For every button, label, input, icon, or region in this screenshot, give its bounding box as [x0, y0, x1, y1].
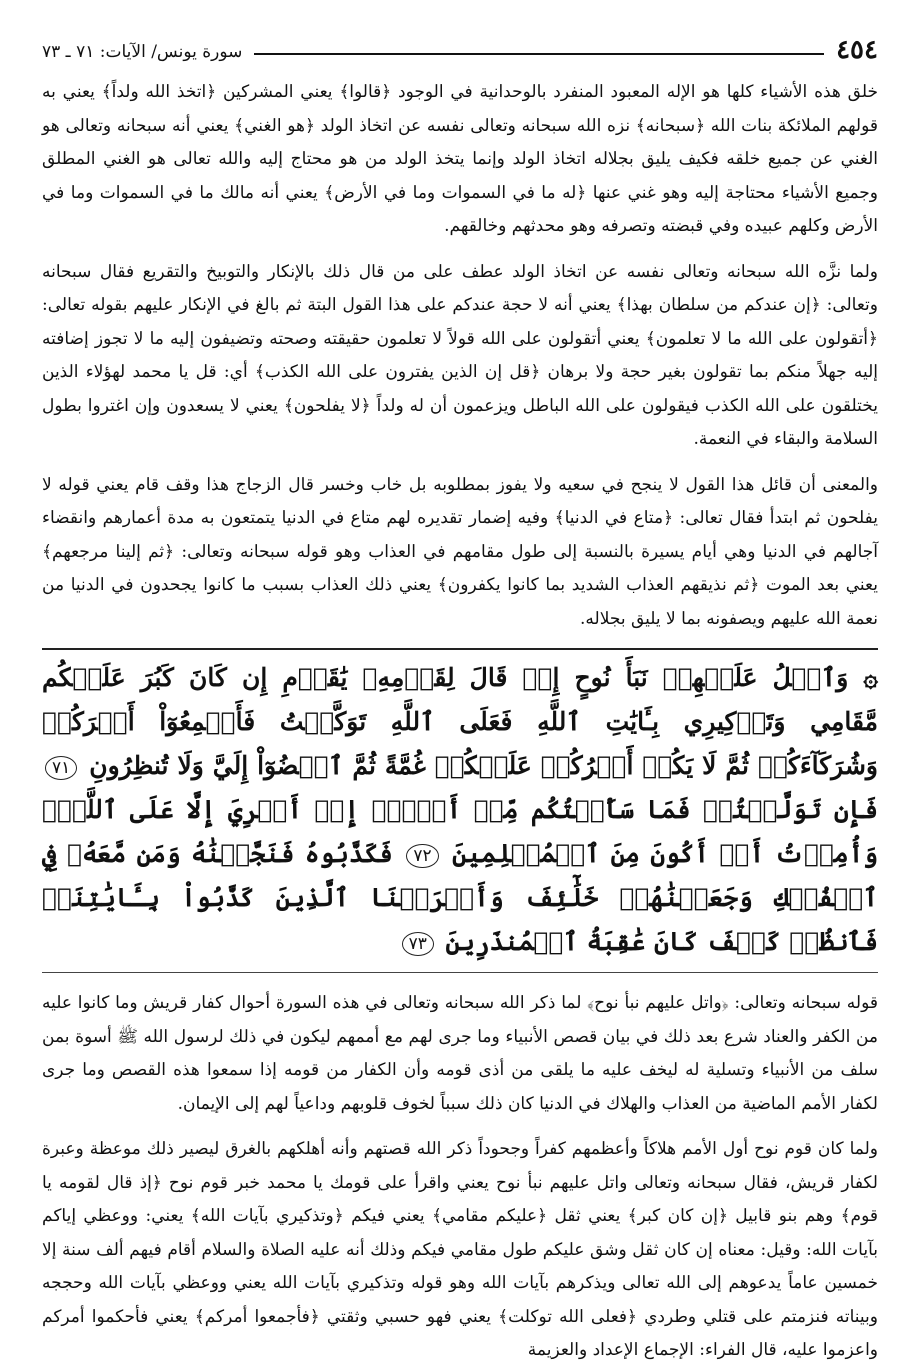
commentary-paragraph: ولما نزَّه الله سبحانه وتعالى نفسه عن اتخاذ الولد عطف على من قال ذلك بالإنكار والتوبيخ والتقريع فقال سبحانه وتعالى: ﴿إن عندكم من سلطان بهذا﴾ يعني أنه لا حجة عندكم على هذا القول البتة ثم بالغ في الإنكار عليهم بقوله تعالى: ﴿أتقولون على الله ما لا تعلمون﴾ يعني أتقولون على الله قولاً لا تعلمون حقيقته وصحته وتضيفون إليه ما لا تجوز إضافته إليه جهلاً منكم بما تقولون بغير حجة ولا برهان ﴿قل إن الذين يفترون على الله الكذب﴾ أي: قل يا محمد لهؤلاء الذين يختلقون على الله الكذب فيقولون على الله الباطل ويزعمون أن له ولداً ﴿لا يفلحون﴾ يعني لا يسعدون وإن اغتروا بطول السلامة والبقاء في النعمة. [42, 261, 878, 449]
commentary-paragraph: قوله سبحانه وتعالى: ﴿واتل عليهم نبأ نوح﴾ لما ذكر الله سبحانه وتعالى في هذه السورة أحوال كفار قريش وما كانوا عليه من الكفر والعناد شرع بعد ذلك في بيان قصص الأنبياء وما جرى لهم مع أممهم ليكون في ذلك لرسول الله ﷺ أسوة بمن سلف من الأنبياء وتسلية له ليخف عليه ما يلقى من أذى قومه وأن الكفار من قومه إذا سمعوا هذه القصص وما جرى لكفار الأمم الماضية من العذاب والهلاك في الدنيا كان ذلك سبباً لخوف قلوبهم وداعياً لهم إلى الإيمان. [42, 993, 878, 1114]
verse-number-marker: ٧٣ [402, 932, 434, 956]
commentary-paragraph: والمعنى أن قائل هذا القول لا ينجح في سعيه ولا يفوز بمطلوبه بل خاب وخسر قال الزجاج هذا وقف قام يعني قوله لا يفلحون ثم ابتدأ فقال تعالى: ﴿متاع في الدنيا﴾ وفيه إضمار تقديره لهم متاع في الدنيا يتمتعون به مدة أعمارهم وانقضاء آجالهم في الدنيا وهي أيام يسيرة بالنسبة إلى طول مقامهم في العذاب وهو قوله سبحانه وتعالى: ﴿ثم إلينا مرجعهم﴾ يعني بعد الموت ﴿ثم نذيقهم العذاب الشديد بما كانوا يكفرون﴾ يعني ذلك العذاب بسبب ما كانوا يجحدون في الدنيا من نعمة الله عليهم ويصفونه بما لا يليق بجلاله. [42, 474, 878, 629]
quran-verse-text: ۞ وَٱتۡلُ عَلَيۡهِمۡ نَبَأَ نُوحٍ إِذۡ قَالَ لِقَوۡمِهِۦ يَٰقَوۡمِ إِن كَانَ كَبُرَ عَلَيۡكُم مَّقَامِي وَتَذۡكِيرِي بِـَٔايَٰتِ ٱللَّهِ فَعَلَى ٱللَّهِ تَوَكَّلۡتُ فَأَجۡمِعُوٓاْ أَمۡرَكُمۡ وَشُرَكَآءَكُمۡ ثُمَّ لَا يَكُنۡ أَمۡرُكُمۡ عَلَيۡكُمۡ غُمَّةً ثُمَّ ٱقۡضُوٓاْ إِلَيَّ وَلَا تُنظِرُونِ [42, 663, 878, 780]
verse-number-marker: ٧٢ [406, 844, 438, 868]
quran-verse-text: فَكَذَّبُوهُ فَنَجَّيۡنَٰهُ وَمَن مَّعَهُۥ فِي ٱلۡفُلۡكِ وَجَعَلۡنَٰهُمۡ خَلَٰٓئِفَ وَأَغۡرَقۡنَا ٱلَّذِينَ كَذَّبُواْ بِـَٔايَٰتِنَاۖ فَٱنظُرۡ كَيۡفَ كَانَ عَٰقِبَةُ ٱلۡمُنذَرِينَ [42, 839, 878, 956]
quran-verse-text: فَإِن تَوَلَّيۡتُمۡ فَمَا سَأَلۡتُكُم مِّنۡ أَجۡرٍۖ إِنۡ أَجۡرِيَ إِلَّا عَلَى ٱللَّهِۖ وَأُمِرۡتُ أَنۡ أَكُونَ مِنَ ٱلۡمُسۡلِمِينَ [42, 795, 878, 868]
page-number: ٤٥٤ [836, 35, 878, 65]
quran-text [42, 656, 878, 964]
running-title: سورة يونس/ الآيات: ٧١ ـ ٧٣ [42, 42, 243, 62]
verse-number-marker: ٧١ [45, 756, 77, 780]
commentary-paragraph: ولما كان قوم نوح أول الأمم هلاكاً وأعظمهم كفراً وجحوداً ذكر الله قصتهم وأنه أهلكهم بالغرق ليصير ذلك موعظة وعبرة لكفار قريش، فقال سبحانه وتعالى واتل عليهم نبأ نوح يعني واقرأ على قومك يا محمد خبر قوم نوح ﴿إذ قال لقومه يا قوم﴾ وهم بنو قابيل ﴿إن كان كبر﴾ يعني ثقل ﴿عليكم مقامي﴾ يعني فيكم ﴿وتذكيري بآيات الله﴾ يعني: ووعظي إياكم بآيات الله: وقيل: معناه إن كان ثقل وشق عليكم طول مقامي فيكم وذلك أنه عليه الصلاة والسلام أقام فيهم ألف سنة إلا خمسين عاماً يدعوهم إلى الله تعالى ويذكرهم بآيات الله وهو قوله وتذكيري بآيات الله يعني ووعظي بآيات الله وحججه وبيناته فنزمتم على قتلي وطردي ﴿فعلى الله توكلت﴾ يعني فهو حسبي وثقتي ﴿فأجمعوا أمركم﴾ يعني فأحكموا أمركم واعزموا عليه، قال الفراء: الإجماع الإعداد والعزيمة [42, 1139, 878, 1360]
commentary-paragraph: خلق هذه الأشياء كلها هو الإله المعبود المنفرد بالوحدانية في الوجود ﴿قالوا﴾ يعني المشركين ﴿اتخذ الله ولداً﴾ يعني به قولهم الملائكة بنات الله ﴿سبحانه﴾ نزه الله سبحانه وتعالى نفسه عن اتخاذ الولد ﴿هو الغني﴾ يعني أنه سبحانه وتعالى هو الغني عن جميع خلقه فكيف يليق بجلاله اتخاذ الولد وإنما يتخذ الولد من هو محتاج إليه والله تعالى هو الغني المطلق وجميع الأشياء محتاجة إليه وهو غني عنها ﴿له ما في السموات وما في الأرض﴾ يعني أنه مالك ما في السموات وما في الأرض وكلهم عبيده وفي قبضته وتصرفه وهو محدثهم وخالقهم. [42, 82, 878, 236]
quran-verses-block [42, 648, 878, 973]
page-header [42, 30, 878, 64]
header-rule [254, 53, 824, 55]
